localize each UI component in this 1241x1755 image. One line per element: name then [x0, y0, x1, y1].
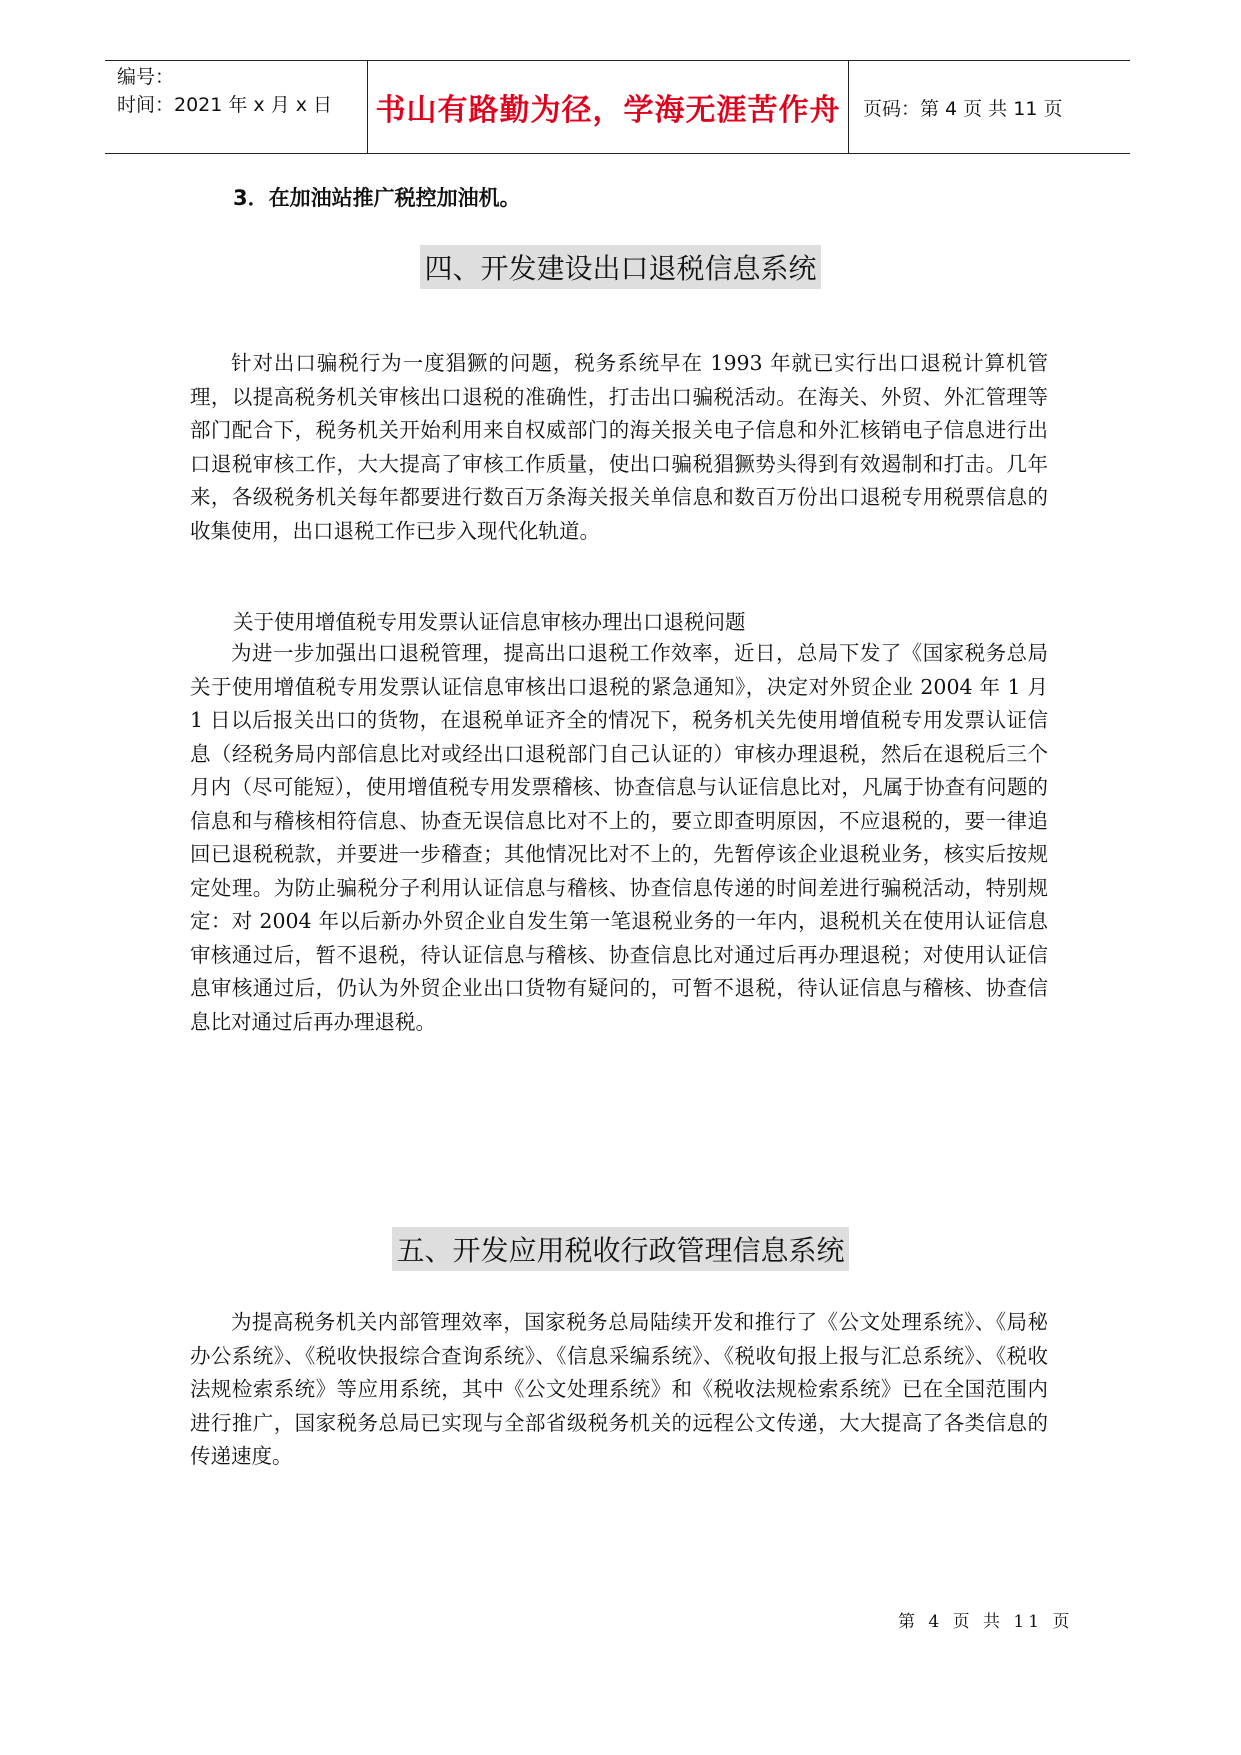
- header-divider: [848, 61, 849, 153]
- section-5-heading: [0, 1227, 1241, 1271]
- subsection-paragraph: 为进一步加强出口退税管理，提高出口退税工作效率，近日，总局下发了《国家税务总局关于使用增值税专用发票认证信息审核出口退税的紧急通知》，决定对外贸企业 2004 年 1 月 1 日以后报关出口的货物，在退税单证齐全的情况下，税务机关先使用增值税专用发票认证信息（经税务局内部信息比对或经出口退税部门自己认证的）审核办理退税，然后在退税后三个月内（尽可能短），使用增值税专用发票稽核、协查信息与认证信息比对，凡属于协查有问题的信息和与稽核相符信息、协查无误信息比对不上的，要立即查明原因，不应退税的，要一律追回已退税税款，并要进一步稽查；其他情况比对不上的，先暂停该企业退税业务，核实后按规定处理。为防止骗税分子利用认证信息与稽核、协查信息传递的时间差进行骗税活动，特别规定：对 2004 年以后新办外贸企业自发生第一笔退税业务的一年内，退税机关在使用认证信息审核通过后，暂不退税，待认证信息与稽核、协查信息比对通过后再办理退税；对使用认证信息审核通过后，仍认为外贸企业出口货物有疑问的，可暂不退税，待认证信息与稽核、协查信息比对通过后再办理退税。: [190, 641, 1048, 1034]
- section-4-heading: [0, 245, 1241, 289]
- subsection-heading: 关于使用增值税专用发票认证信息审核办理出口退税问题: [233, 610, 746, 634]
- document-number-label: 编号：: [117, 66, 175, 88]
- section-5-title: 五、开发应用税收行政管理信息系统: [392, 1227, 848, 1271]
- section-4-title: 四、开发建设出口退税信息系统: [420, 245, 820, 289]
- document-time-label: 时间：2021 年 x 月 x 日: [117, 94, 333, 116]
- header-divider: [367, 61, 368, 153]
- section-5-paragraph: 为提高税务机关内部管理效率，国家税务总局陆续开发和推行了《公文处理系统》、《局秘办公系统》、《税收快报综合查询系统》、《信息采编系统》、《税收旬报上报与汇总系统》、《税收法规检索系统》等应用系统，其中《公文处理系统》和《税收法规检索系统》已在全国范围内进行推广，国家税务总局已实现与全部省级税务机关的远程公文传递，大大提高了各类信息的传递速度。: [190, 1310, 1048, 1468]
- page-header: [105, 60, 1130, 154]
- header-meta: [117, 63, 357, 119]
- header-motto: 书山有路勤为径，学海无涯苦作舟: [375, 93, 841, 128]
- header-page-info: 页码：第 4 页 共 11 页: [863, 97, 1063, 120]
- section-4-paragraph: 针对出口骗税行为一度猖獗的问题，税务系统早在 1993 年就已实行出口退税计算机管理，以提高税务机关审核出口退税的准确性，打击出口骗税活动。在海关、外贸、外汇管理等部门配合下，税务机关开始利用来自权威部门的海关报关电子信息和外汇核销电子信息进行出口退税审核工作，大大提高了审核工作质量，使出口骗税猖獗势头得到有效遏制和打击。几年来，各级税务机关每年都要进行数百万条海关报关单信息和数百万份出口退税专用税票信息的收集使用，出口退税工作已步入现代化轨道。: [190, 351, 1048, 543]
- page-footer: 第 4 页 共 11 页: [898, 1612, 1074, 1632]
- list-item-3: 3．在加油站推广税控加油机。: [233, 186, 521, 210]
